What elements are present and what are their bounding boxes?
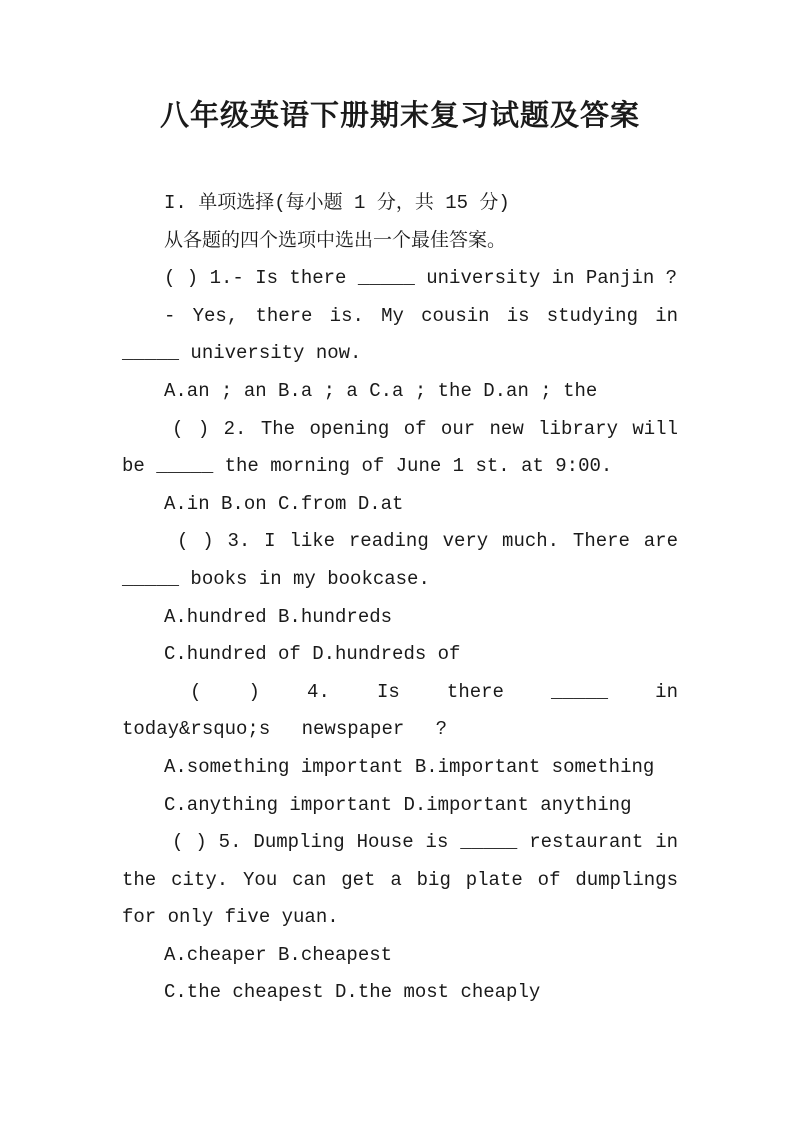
question-2-stem: ( ) 2. The opening of our new library will be _____ the morning of June 1 st. at 9:00. (122, 417, 690, 478)
question-3-stem: ( ) 3. I like reading very much. There are _____ books in my bookcase. (122, 530, 690, 590)
question-2-options: A.in B.on C.from D.at (164, 492, 404, 515)
question-3-options-line-2: C.hundred of D.hundreds of (164, 643, 461, 666)
question-5-options-line-2: C.the cheapest D.the most cheaply (164, 981, 541, 1004)
question-4-options-line-2: C.anything important D.important anything (164, 793, 632, 816)
question-5-stem: ( ) 5. Dumpling House is _____ restaurant in the city. You can get a big plate of dumplings for only five yuan. (122, 831, 690, 929)
page-title: 八年级英语下册期末复习试题及答案 (159, 98, 640, 132)
question-1-response: - Yes, there is. My cousin is studying in _____ university now. (122, 304, 690, 365)
question-4-options-line-1: A.something important B.important something (164, 755, 655, 778)
question-1-options: A.an ; an B.a ; a C.a ; the D.an ; the (164, 379, 598, 402)
question-3-options-line-1: A.hundred B.hundreds (164, 605, 393, 628)
question-4-stem: ( ) 4. Is there _____ in today&rsquo;s newspaper ? (122, 680, 710, 741)
section-instruction: 从各题的四个选项中选出一个最佳答案。 (164, 229, 507, 252)
document-body (122, 185, 710, 1012)
question-1-stem: ( ) 1.- Is there _____ university in Panjin ? (164, 267, 678, 290)
section-heading: I. 单项选择(每小题 1 分，共 15 分) (164, 192, 510, 214)
question-5-options-line-1: A.cheaper B.cheapest (164, 943, 393, 966)
